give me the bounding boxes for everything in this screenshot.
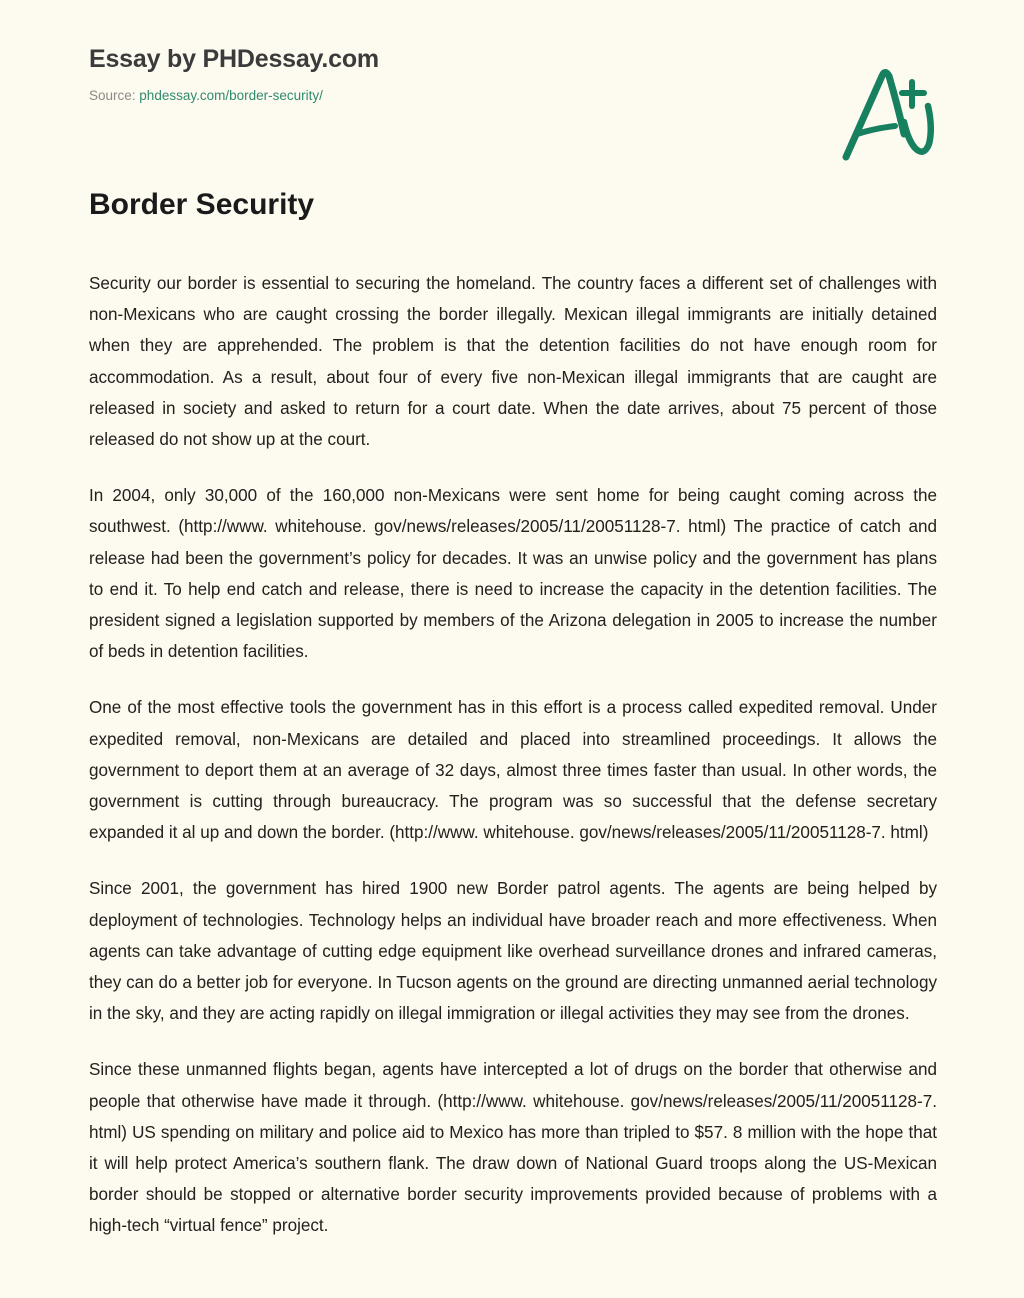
paragraph: Since these unmanned flights began, agents have intercepted a lot of drugs on the border that otherwise and people that otherwise have made it through. (http://www. whitehouse. gov/news/releases/2005/11/20051128-7. html) US spending on military and police aid to Mexico has more than tripled to $57. 8 million with the hope that it will help protect America’s southern flank. The draw down of National Guard troops along the US-Mexican border should be stopped or alternative border security improvements provided because of problems with a high-tech “virtual fence” project. bbox=[89, 1060, 937, 1236]
paragraph: In 2004, only 30,000 of the 160,000 non-Mexicans were sent home for being caught coming across the southwest. (http://www. whitehouse. gov/news/releases/2005/11/20051128-7. html) The practice of catch and release had been the government’s policy for decades. It was an unwise policy and the government has plans to end it. To help end catch and release, there is need to increase the capacity in the detention facilities. The president signed a legislation supported by members of the Arizona delegation in 2005 to increase the number of beds in detention facilities. bbox=[89, 486, 937, 662]
page-header bbox=[89, 44, 939, 103]
page-title: Border Security bbox=[89, 188, 315, 221]
paragraph: Security our border is essential to securing the homeland. The country faces a different set of challenges with non-Mexicans who are caught crossing the border illegally. Mexican illegal immigrants are initially detained when they are apprehended. The problem is that the detention facilities do not have enough room for accommodation. As a result, about four of every five non-Mexican illegal immigrants that are caught are released in society and asked to return for a court date. When the date arrives, about 75 percent of those released do not show up at the court. bbox=[89, 274, 937, 450]
source-link[interactable]: phdessay.com/border-security/ bbox=[139, 88, 323, 103]
brand-title: Essay by PHDessay.com bbox=[89, 45, 379, 73]
essay-body bbox=[89, 268, 937, 1242]
source-line bbox=[89, 88, 939, 103]
paragraph: One of the most effective tools the government has in this effort is a process called expedited removal. Under expedited removal, non-Mexicans are detailed and placed into streamlined proceedings. It allows the government to deport them at an average of 32 days, almost three times faster than usual. In other words, the government is cutting through bureaucracy. The program was so successful that the defense secretary expanded it al up and down the border. (http://www. whitehouse. gov/news/releases/2005/11/20051128-7. html) bbox=[89, 698, 937, 843]
paragraph: Since 2001, the government has hired 1900 new Border patrol agents. The agents are being helped by deployment of technologies. Technology helps an individual have broader reach and more effectiveness. When agents can take advantage of cutting edge equipment like overhead surveillance drones and infrared cameras, they can do a better job for everyone. In Tucson agents on the ground are directing unmanned aerial technology in the sky, and they are acting rapidly on illegal immigration or illegal activities they may see from the drones. bbox=[89, 879, 937, 1024]
source-label: Source: bbox=[89, 88, 136, 103]
aplus-logo-icon bbox=[832, 62, 942, 167]
